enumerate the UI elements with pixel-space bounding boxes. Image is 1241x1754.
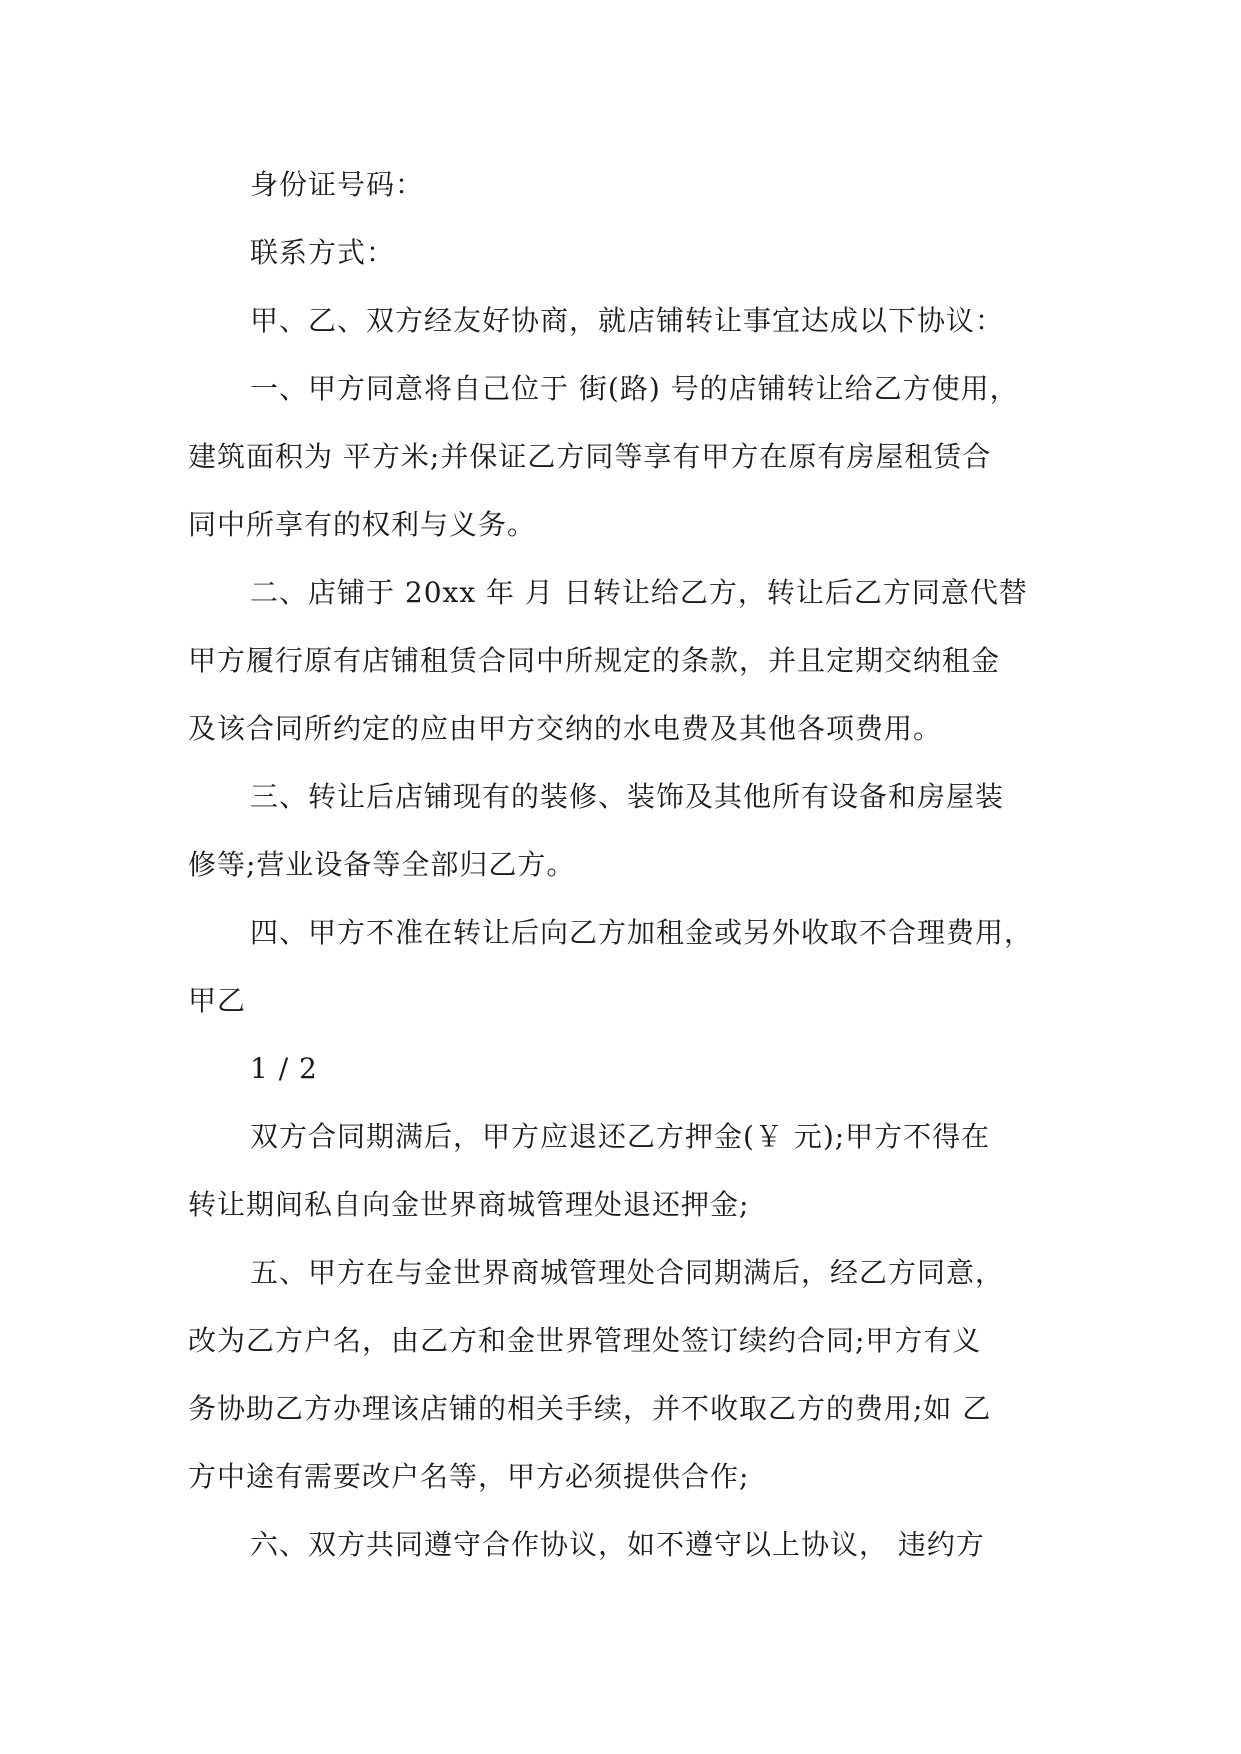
- clause-4-line-1: 四、甲方不准在转让后向乙方加租金或另外收取不合理费用，: [250, 916, 1034, 949]
- clause-3-line-2: 修等;营业设备等全部归乙方。: [188, 848, 576, 881]
- inline-page-marker: 1 / 2: [250, 1052, 318, 1085]
- clause-1-line-1: 一、甲方同意将自己位于 街(路) 号的店铺转让给乙方使用，: [250, 372, 1019, 405]
- clause-4-line-2: 甲乙: [188, 984, 247, 1017]
- clause-1-line-2: 建筑面积为 平方米;并保证乙方同等享有甲方在原有房屋租赁合: [188, 440, 992, 473]
- agreement-intro: 甲、乙、双方经友好协商，就店铺转让事宜达成以下协议：: [250, 304, 1005, 337]
- clause-5-line-3: 务协助乙方办理该店铺的相关手续，并不收取乙方的费用;如 乙: [188, 1392, 992, 1425]
- clause-4-line-4: 转让期间私自向金世界商城管理处退还押金;: [188, 1188, 750, 1221]
- clause-5-line-4: 方中途有需要改户名等，甲方必须提供合作;: [188, 1460, 750, 1493]
- id-number-label: 身份证号码：: [250, 168, 425, 201]
- clause-2-line-3: 及该合同所约定的应由甲方交纳的水电费及其他各项费用。: [188, 712, 943, 745]
- clause-5-line-1: 五、甲方在与金世界商城管理处合同期满后，经乙方同意，: [250, 1256, 1005, 1289]
- clause-2-line-2: 甲方履行原有店铺租赁合同中所规定的条款，并且定期交纳租金: [188, 644, 1001, 677]
- clause-6-line-1: 六、双方共同遵守合作协议，如不遵守以上协议， 违约方: [250, 1528, 985, 1561]
- contact-label: 联系方式：: [250, 236, 396, 269]
- clause-2-line-1: 二、店铺于 20xx 年 月 日转让给乙方，转让后乙方同意代替: [250, 576, 1028, 609]
- clause-3-line-1: 三、转让后店铺现有的装修、装饰及其他所有设备和房屋装: [250, 780, 1005, 813]
- clause-1-line-3: 同中所享有的权利与义务。: [188, 508, 537, 541]
- clause-5-line-2: 改为乙方户名，由乙方和金世界管理处签订续约合同;甲方有义: [188, 1324, 982, 1357]
- clause-4-line-3: 双方合同期满后，甲方应退还乙方押金(￥ 元);甲方不得在: [250, 1120, 991, 1153]
